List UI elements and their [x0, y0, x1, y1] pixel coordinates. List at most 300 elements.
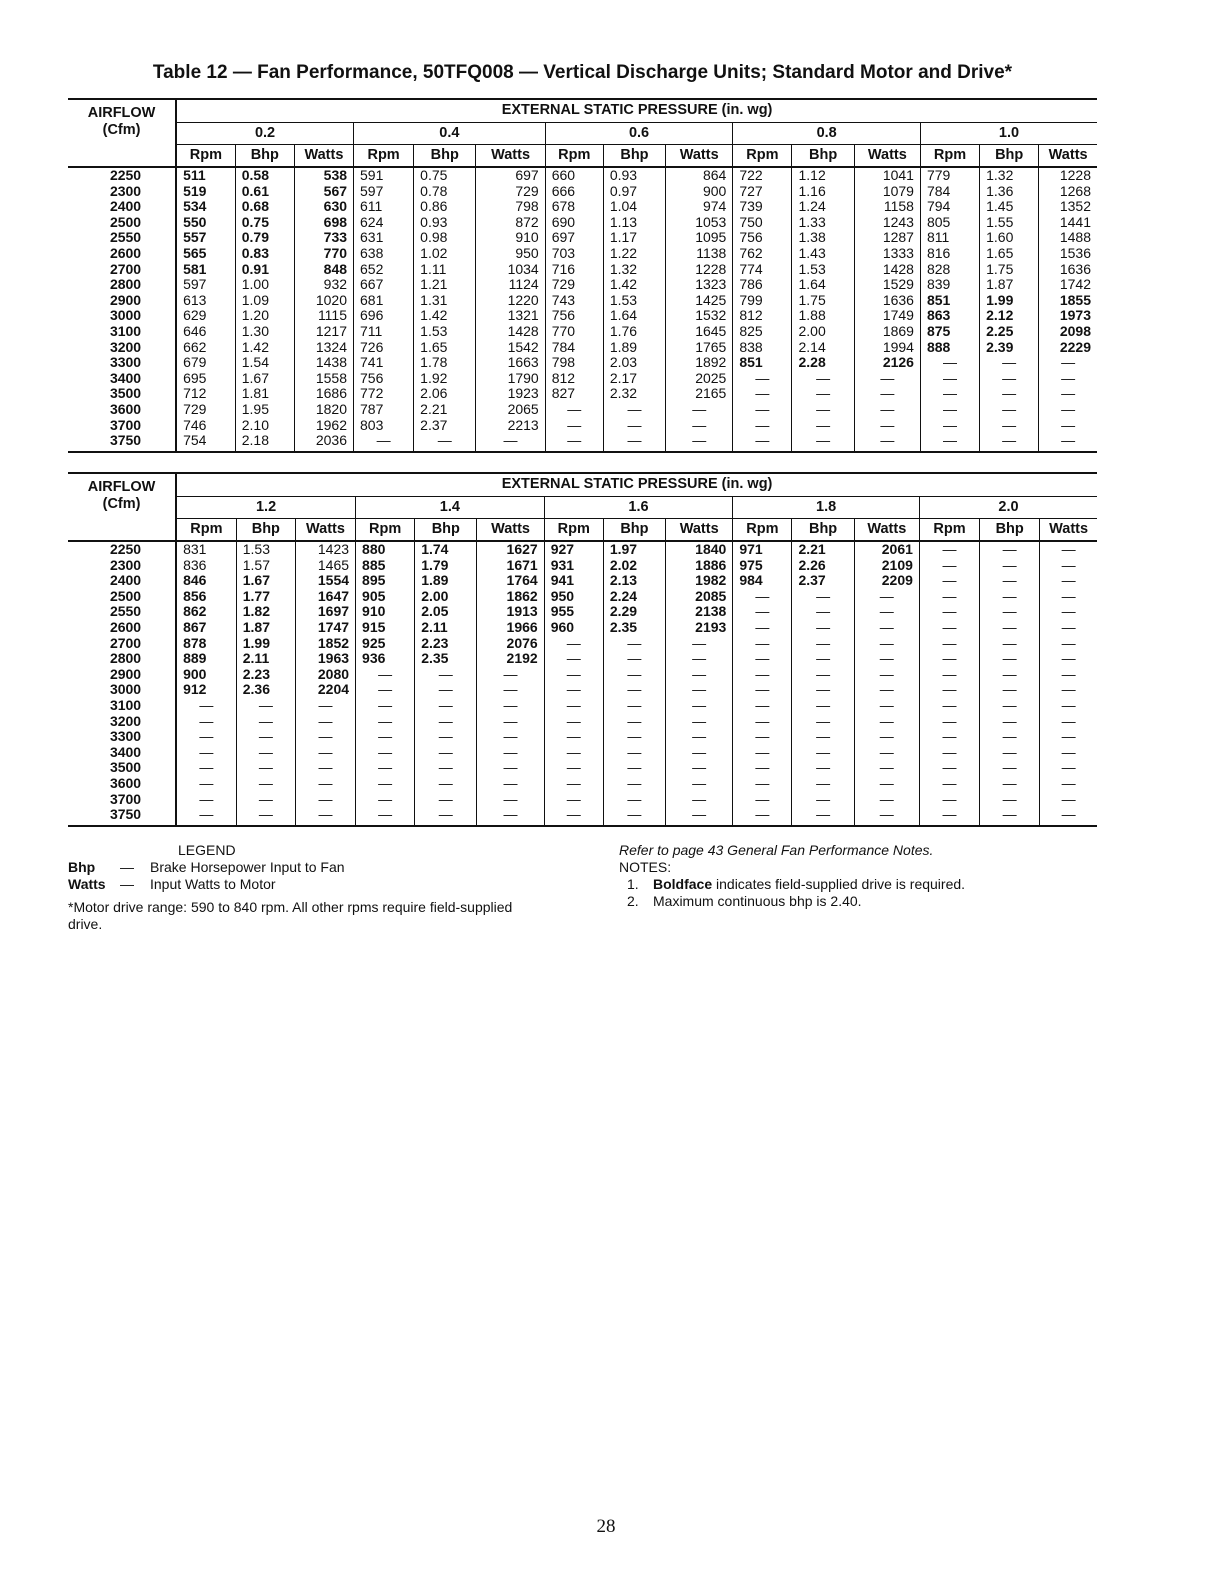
- watts-cell: 950: [476, 246, 545, 262]
- rpm-cell: 774: [733, 262, 792, 278]
- notes-heading: NOTES:: [619, 859, 672, 875]
- watts-cell: 1663: [476, 355, 545, 371]
- rpm-cell: 750: [733, 215, 792, 231]
- rpm-cell: —: [733, 418, 792, 434]
- watts-cell: —: [1040, 667, 1097, 683]
- airflow-header: AIRFLOW (Cfm): [68, 99, 176, 145]
- rpm-cell: —: [544, 682, 603, 698]
- rpm-cell: 936: [356, 651, 415, 667]
- table-row: [68, 199, 1097, 215]
- table-row: [68, 745, 1097, 761]
- watts-cell: 733: [294, 230, 353, 246]
- rpm-cell: 678: [545, 199, 603, 215]
- watts-cell: 1790: [476, 371, 545, 387]
- bhp-cell: 1.95: [235, 402, 294, 418]
- watts-cell: 729: [476, 184, 545, 200]
- bhp-cell: 0.68: [235, 199, 294, 215]
- rpm-cell: —: [356, 792, 415, 808]
- rpm-cell: 885: [356, 558, 415, 574]
- watts-cell: —: [295, 698, 355, 714]
- watts-cell: —: [477, 792, 544, 808]
- rpm-cell: —: [544, 651, 603, 667]
- bhp-cell: —: [792, 792, 854, 808]
- rpm-cell: 905: [356, 589, 415, 605]
- rpm-cell: —: [199, 807, 214, 823]
- bhp-cell: 1.89: [603, 340, 665, 356]
- airflow-cell: 2700: [68, 636, 176, 652]
- rpm-cell: 851: [733, 355, 792, 371]
- airflow-cell: 3700: [68, 418, 176, 434]
- rpm-cell: 794: [920, 199, 979, 215]
- rpm-cell: —: [356, 682, 415, 698]
- bhp-cell: 1.64: [603, 308, 665, 324]
- rpm-cell: —: [199, 775, 214, 791]
- rpm-cell: 770: [545, 324, 603, 340]
- rpm-cell: 565: [183, 245, 207, 261]
- watts-cell: —: [854, 651, 919, 667]
- bhp-cell: 1.04: [603, 199, 665, 215]
- bhp-cell: 1.89: [415, 573, 477, 589]
- airflow-cell: 2400: [68, 573, 176, 589]
- rpm-cell: —: [733, 402, 792, 418]
- rpm-cell: —: [919, 604, 979, 620]
- watts-header: Watts: [1040, 519, 1097, 542]
- rpm-cell: —: [733, 760, 792, 776]
- bhp-cell: —: [980, 760, 1040, 776]
- rpm-cell: 955: [544, 604, 603, 620]
- watts-cell: 1994: [854, 340, 920, 356]
- watts-cell: —: [1039, 433, 1097, 452]
- watts-cell: —: [477, 682, 544, 698]
- table-row: [68, 760, 1097, 776]
- bhp-cell: —: [415, 792, 477, 808]
- watts-cell: 1529: [854, 277, 920, 293]
- bhp-cell: —: [980, 402, 1039, 418]
- bhp-cell: 1.11: [414, 262, 476, 278]
- bhp-cell: —: [980, 776, 1040, 792]
- watts-cell: 2204: [295, 682, 355, 698]
- bhp-cell: 2.26: [792, 558, 854, 574]
- rpm-cell: 629: [183, 308, 207, 324]
- rpm-cell: —: [920, 418, 979, 434]
- pressure-header: 0.4: [354, 123, 546, 145]
- watts-cell: 2065: [476, 402, 545, 418]
- bhp-cell: —: [980, 651, 1040, 667]
- table-row: [68, 246, 1097, 262]
- watts-cell: —: [666, 714, 733, 730]
- table-row: [68, 167, 1097, 184]
- bhp-cell: —: [980, 604, 1040, 620]
- legend-dash: —: [120, 859, 134, 875]
- bhp-cell: —: [603, 636, 665, 652]
- esp-header: EXTERNAL STATIC PRESSURE (in. wg): [176, 99, 1097, 123]
- rpm-cell: 772: [354, 386, 414, 402]
- rpm-cell: 726: [354, 340, 414, 356]
- rpm-cell: 611: [354, 199, 414, 215]
- notes: [619, 842, 1099, 910]
- rpm-cell: 784: [545, 340, 603, 356]
- bhp-header: Bhp: [603, 519, 665, 542]
- bhp-cell: 1.65: [980, 246, 1039, 262]
- airflow-cell: 2600: [68, 246, 176, 262]
- rpm-cell: —: [733, 776, 792, 792]
- rpm-cell: 799: [733, 293, 792, 309]
- watts-header: Watts: [854, 519, 919, 542]
- bhp-cell: —: [603, 807, 665, 826]
- bhp-cell: 1.32: [603, 262, 665, 278]
- bhp-cell: —: [792, 776, 854, 792]
- bhp-cell: 0.97: [603, 184, 665, 200]
- rpm-cell: 889: [183, 651, 207, 667]
- bhp-cell: 1.87: [980, 277, 1039, 293]
- watts-cell: —: [1040, 745, 1097, 761]
- bhp-cell: 1.22: [603, 246, 665, 262]
- watts-cell: 1428: [476, 324, 545, 340]
- watts-cell: 1217: [294, 324, 353, 340]
- bhp-cell: —: [603, 776, 665, 792]
- watts-cell: —: [666, 682, 733, 698]
- pressure-header: 0.2: [176, 123, 353, 145]
- bhp-cell: 0.83: [235, 246, 294, 262]
- airflow-cell: 2300: [68, 184, 176, 200]
- bhp-cell: —: [792, 714, 854, 730]
- watts-cell: 900: [666, 184, 733, 200]
- rpm-cell: 756: [354, 371, 414, 387]
- watts-cell: —: [854, 433, 920, 452]
- bhp-cell: —: [792, 418, 854, 434]
- bhp-cell: —: [415, 682, 477, 698]
- watts-cell: 2076: [477, 636, 544, 652]
- table-row: [68, 589, 1097, 605]
- watts-cell: —: [854, 760, 919, 776]
- watts-cell: —: [666, 402, 733, 418]
- rpm-cell: —: [199, 760, 214, 776]
- rpm-cell: 722: [733, 167, 792, 184]
- note-bold: Boldface: [653, 876, 713, 892]
- bhp-cell: —: [792, 636, 854, 652]
- airflow-cell: 2800: [68, 277, 176, 293]
- bhp-cell: —: [415, 667, 477, 683]
- airflow-cell: 3000: [68, 682, 176, 698]
- bhp-header: Bhp: [236, 519, 295, 542]
- rpm-cell: 667: [354, 277, 414, 293]
- watts-cell: —: [666, 667, 733, 683]
- rpm-cell: —: [733, 620, 792, 636]
- bhp-cell: —: [980, 433, 1039, 452]
- rpm-cell: —: [919, 745, 979, 761]
- watts-cell: —: [854, 667, 919, 683]
- bhp-cell: 2.35: [603, 620, 665, 636]
- watts-cell: 1963: [295, 651, 355, 667]
- watts-cell: 1138: [666, 246, 733, 262]
- rpm-cell: 697: [545, 230, 603, 246]
- watts-cell: —: [666, 433, 733, 452]
- legend-definition: Input Watts to Motor: [150, 876, 276, 892]
- watts-cell: —: [666, 698, 733, 714]
- bhp-cell: —: [980, 792, 1040, 808]
- bhp-cell: 2.24: [603, 589, 665, 605]
- bhp-cell: 1.21: [414, 277, 476, 293]
- watts-cell: —: [854, 620, 919, 636]
- watts-cell: —: [295, 776, 355, 792]
- airflow-cell: 3000: [68, 308, 176, 324]
- watts-cell: —: [1040, 558, 1097, 574]
- airflow-cell: 3600: [68, 402, 176, 418]
- bhp-cell: 1.09: [235, 293, 294, 309]
- rpm-cell: 816: [920, 246, 979, 262]
- watts-cell: 1287: [854, 230, 920, 246]
- rpm-cell: —: [919, 667, 979, 683]
- airflow-cell: 2300: [68, 558, 176, 574]
- bhp-cell: 1.20: [235, 308, 294, 324]
- watts-cell: 910: [476, 230, 545, 246]
- rpm-cell: 591: [354, 167, 414, 184]
- table-row: [68, 308, 1097, 324]
- rpm-cell: 851: [920, 293, 979, 309]
- rpm-cell: 681: [354, 293, 414, 309]
- watts-cell: 2213: [476, 418, 545, 434]
- rpm-cell: 895: [356, 573, 415, 589]
- rpm-cell: 950: [544, 589, 603, 605]
- watts-cell: 2025: [666, 371, 733, 387]
- rpm-cell: —: [354, 433, 414, 452]
- table-row: [68, 340, 1097, 356]
- rpm-cell: 756: [545, 308, 603, 324]
- rpm-cell: 836: [183, 557, 207, 573]
- watts-cell: —: [1040, 698, 1097, 714]
- watts-cell: 698: [294, 215, 353, 231]
- bhp-cell: —: [980, 589, 1040, 605]
- rpm-cell: —: [356, 729, 415, 745]
- watts-cell: —: [477, 776, 544, 792]
- watts-cell: 1852: [295, 636, 355, 652]
- bhp-cell: —: [980, 355, 1039, 371]
- watts-cell: —: [1040, 729, 1097, 745]
- bhp-header: Bhp: [603, 145, 665, 168]
- bhp-cell: 2.14: [792, 340, 854, 356]
- bhp-header: Bhp: [792, 519, 854, 542]
- rpm-cell: 827: [545, 386, 603, 402]
- rpm-cell: —: [199, 744, 214, 760]
- watts-cell: 1982: [666, 573, 733, 589]
- bhp-header: Bhp: [980, 145, 1039, 168]
- bhp-cell: 1.17: [603, 230, 665, 246]
- watts-cell: 1671: [477, 558, 544, 574]
- rpm-cell: 727: [733, 184, 792, 200]
- watts-cell: 1268: [1039, 184, 1097, 200]
- rpm-cell: —: [919, 698, 979, 714]
- airflow-cell: 3700: [68, 792, 176, 808]
- rpm-cell: —: [544, 636, 603, 652]
- rpm-cell: —: [733, 604, 792, 620]
- watts-cell: —: [1039, 386, 1097, 402]
- watts-cell: 1041: [854, 167, 920, 184]
- rpm-cell: —: [544, 776, 603, 792]
- airflow-cell: 2400: [68, 199, 176, 215]
- table-row: [68, 262, 1097, 278]
- watts-cell: —: [854, 589, 919, 605]
- pressure-header: 1.0: [920, 123, 1097, 145]
- bhp-cell: —: [792, 620, 854, 636]
- pressure-header: 1.8: [733, 497, 920, 519]
- bhp-cell: —: [792, 589, 854, 605]
- watts-cell: —: [1040, 604, 1097, 620]
- table-row: [68, 651, 1097, 667]
- watts-cell: —: [295, 729, 355, 745]
- rpm-cell: —: [356, 776, 415, 792]
- rpm-header: Rpm: [176, 145, 235, 168]
- bhp-cell: 2.29: [603, 604, 665, 620]
- legend-item: [68, 859, 568, 876]
- rpm-cell: —: [919, 541, 979, 558]
- bhp-cell: 1.53: [792, 262, 854, 278]
- bhp-cell: 0.79: [235, 230, 294, 246]
- watts-cell: 1438: [294, 355, 353, 371]
- watts-cell: 1558: [294, 371, 353, 387]
- rpm-cell: 741: [354, 355, 414, 371]
- airflow-cell: 3100: [68, 324, 176, 340]
- watts-cell: 1742: [1039, 277, 1097, 293]
- watts-cell: 974: [666, 199, 733, 215]
- rpm-cell: 839: [920, 277, 979, 293]
- rpm-cell: —: [920, 386, 979, 402]
- watts-cell: —: [666, 745, 733, 761]
- airflow-cell: 3750: [68, 807, 176, 826]
- watts-cell: 1627: [477, 541, 544, 558]
- legend-definition: Brake Horsepower Input to Fan: [150, 859, 345, 875]
- bhp-cell: 1.76: [603, 324, 665, 340]
- rpm-cell: 534: [183, 199, 207, 215]
- watts-cell: 1697: [295, 604, 355, 620]
- watts-cell: 1542: [476, 340, 545, 356]
- watts-cell: —: [1040, 541, 1097, 558]
- rpm-cell: 666: [545, 184, 603, 200]
- watts-cell: 1855: [1039, 293, 1097, 309]
- watts-header: Watts: [854, 145, 920, 168]
- watts-cell: 2126: [854, 355, 920, 371]
- watts-cell: 2098: [1039, 324, 1097, 340]
- bhp-cell: 2.21: [792, 541, 854, 558]
- table-row: [68, 792, 1097, 808]
- bhp-cell: —: [792, 604, 854, 620]
- watts-cell: —: [666, 776, 733, 792]
- airflow-cell: 2500: [68, 589, 176, 605]
- rpm-cell: —: [733, 807, 792, 826]
- rpm-cell: —: [920, 371, 979, 387]
- bhp-cell: 2.03: [603, 355, 665, 371]
- rpm-cell: 729: [545, 277, 603, 293]
- bhp-cell: 1.12: [792, 167, 854, 184]
- bhp-cell: 1.77: [236, 589, 295, 605]
- bhp-cell: —: [980, 682, 1040, 698]
- watts-cell: 2085: [666, 589, 733, 605]
- rpm-cell: 646: [183, 323, 207, 339]
- airflow-cell: 2800: [68, 651, 176, 667]
- airflow-cell: 2250: [68, 541, 176, 558]
- page-number: 28: [596, 1516, 616, 1537]
- bhp-cell: 1.92: [414, 371, 476, 387]
- pressure-header: 0.6: [545, 123, 733, 145]
- watts-cell: 1973: [1039, 308, 1097, 324]
- rpm-cell: 811: [920, 230, 979, 246]
- watts-cell: —: [477, 807, 544, 826]
- pressure-header: 2.0: [919, 497, 1097, 519]
- watts-cell: 1840: [666, 541, 733, 558]
- watts-cell: 1966: [477, 620, 544, 636]
- table-row: [68, 324, 1097, 340]
- bhp-cell: —: [603, 714, 665, 730]
- bhp-cell: 1.75: [980, 262, 1039, 278]
- rpm-cell: —: [919, 682, 979, 698]
- watts-cell: 2080: [295, 667, 355, 683]
- table-row: [68, 355, 1097, 371]
- bhp-cell: —: [603, 651, 665, 667]
- table-body: [68, 541, 1097, 826]
- bhp-cell: 1.88: [792, 308, 854, 324]
- rpm-cell: —: [733, 636, 792, 652]
- rpm-cell: —: [919, 558, 979, 574]
- rpm-cell: 786: [733, 277, 792, 293]
- bhp-cell: —: [236, 698, 295, 714]
- bhp-cell: 2.05: [415, 604, 477, 620]
- footnote: *Motor drive range: 590 to 840 rpm. All other rpms require field-supplied drive.: [68, 899, 513, 932]
- bhp-cell: 1.53: [603, 293, 665, 309]
- rpm-cell: 863: [920, 308, 979, 324]
- rpm-cell: —: [544, 714, 603, 730]
- watts-cell: 567: [294, 184, 353, 200]
- watts-cell: 1636: [854, 293, 920, 309]
- note-item: [619, 876, 1099, 893]
- bhp-cell: —: [980, 714, 1040, 730]
- rpm-cell: —: [733, 651, 792, 667]
- bhp-cell: 0.75: [235, 215, 294, 231]
- watts-cell: —: [1040, 760, 1097, 776]
- rpm-cell: 960: [544, 620, 603, 636]
- bhp-cell: —: [236, 792, 295, 808]
- bhp-cell: —: [415, 745, 477, 761]
- rpm-header: Rpm: [919, 519, 979, 542]
- airflow-cell: 3500: [68, 386, 176, 402]
- bhp-cell: —: [792, 760, 854, 776]
- watts-cell: 1536: [1039, 246, 1097, 262]
- watts-cell: 1428: [854, 262, 920, 278]
- rpm-cell: —: [733, 745, 792, 761]
- legend: [68, 842, 568, 933]
- bhp-cell: —: [603, 418, 665, 434]
- rpm-cell: 597: [183, 277, 207, 293]
- bhp-cell: 0.93: [414, 215, 476, 231]
- table-row: [68, 682, 1097, 698]
- table-row: [68, 418, 1097, 434]
- bhp-cell: —: [980, 807, 1040, 826]
- bhp-cell: —: [603, 698, 665, 714]
- watts-cell: —: [295, 807, 355, 826]
- legend-term: Bhp: [68, 859, 96, 875]
- watts-cell: 1441: [1039, 215, 1097, 231]
- bhp-cell: 2.35: [415, 651, 477, 667]
- rpm-cell: 550: [183, 214, 207, 230]
- watts-cell: 1962: [294, 418, 353, 434]
- bhp-cell: 1.55: [980, 215, 1039, 231]
- watts-cell: —: [854, 636, 919, 652]
- watts-cell: 1465: [295, 558, 355, 574]
- watts-cell: 1324: [294, 340, 353, 356]
- airflow-cell: 3200: [68, 714, 176, 730]
- watts-cell: 2192: [477, 651, 544, 667]
- bhp-cell: 2.00: [792, 324, 854, 340]
- bhp-cell: —: [236, 745, 295, 761]
- rpm-cell: 695: [183, 370, 207, 386]
